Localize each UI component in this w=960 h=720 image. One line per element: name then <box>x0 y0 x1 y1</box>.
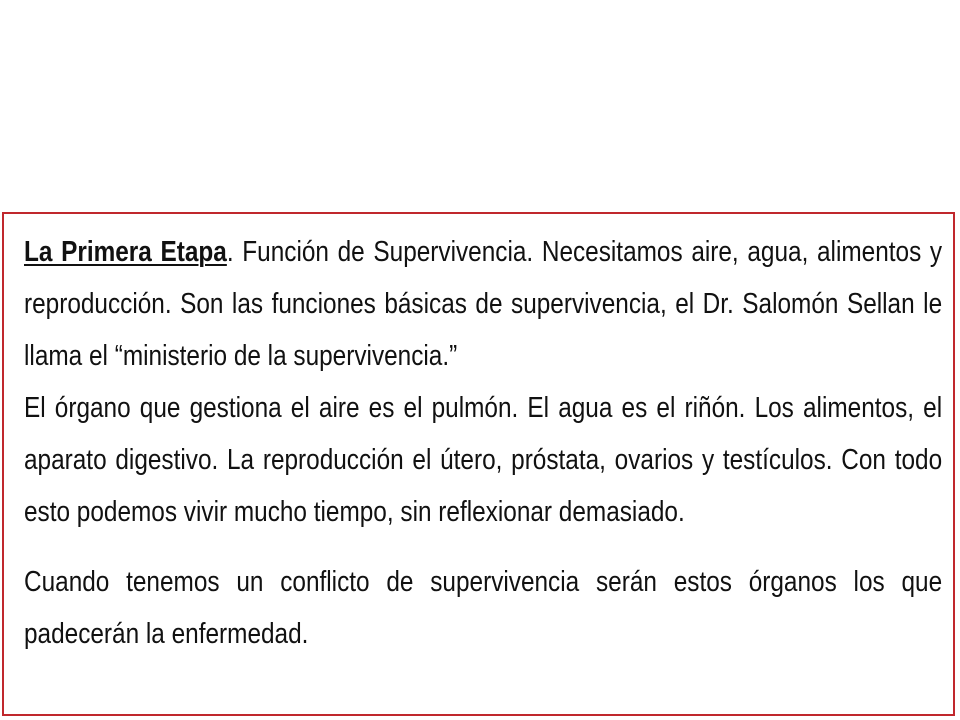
paragraph-1-text: Función de Supervivencia. Necesitamos aire, agua, alimentos y reproducción. Son las funciones básicas de supervivencia, el Dr. Salomón Sellan le llama el “ministerio de la supervivencia.” <box>24 236 943 372</box>
section-heading: La Primera Etapa <box>24 236 227 268</box>
text-body <box>24 226 942 660</box>
paragraph-organos: El órgano que gestiona el aire es el pulmón. El agua es el riñón. Los alimentos, el aparato digestivo. La reproducción el útero, próstata, ovarios y testículos. Con todo esto podemos vivir mucho tiempo, sin reflexionar demasiado. <box>24 392 943 528</box>
paragraph-conflicto: Cuando tenemos un conflicto de supervivencia serán estos órganos los que padecerán la enfermedad. <box>24 566 943 650</box>
paragraph-primera-etapa <box>24 226 942 382</box>
heading-period: . <box>226 236 234 268</box>
paragraph-spacer <box>24 538 942 556</box>
